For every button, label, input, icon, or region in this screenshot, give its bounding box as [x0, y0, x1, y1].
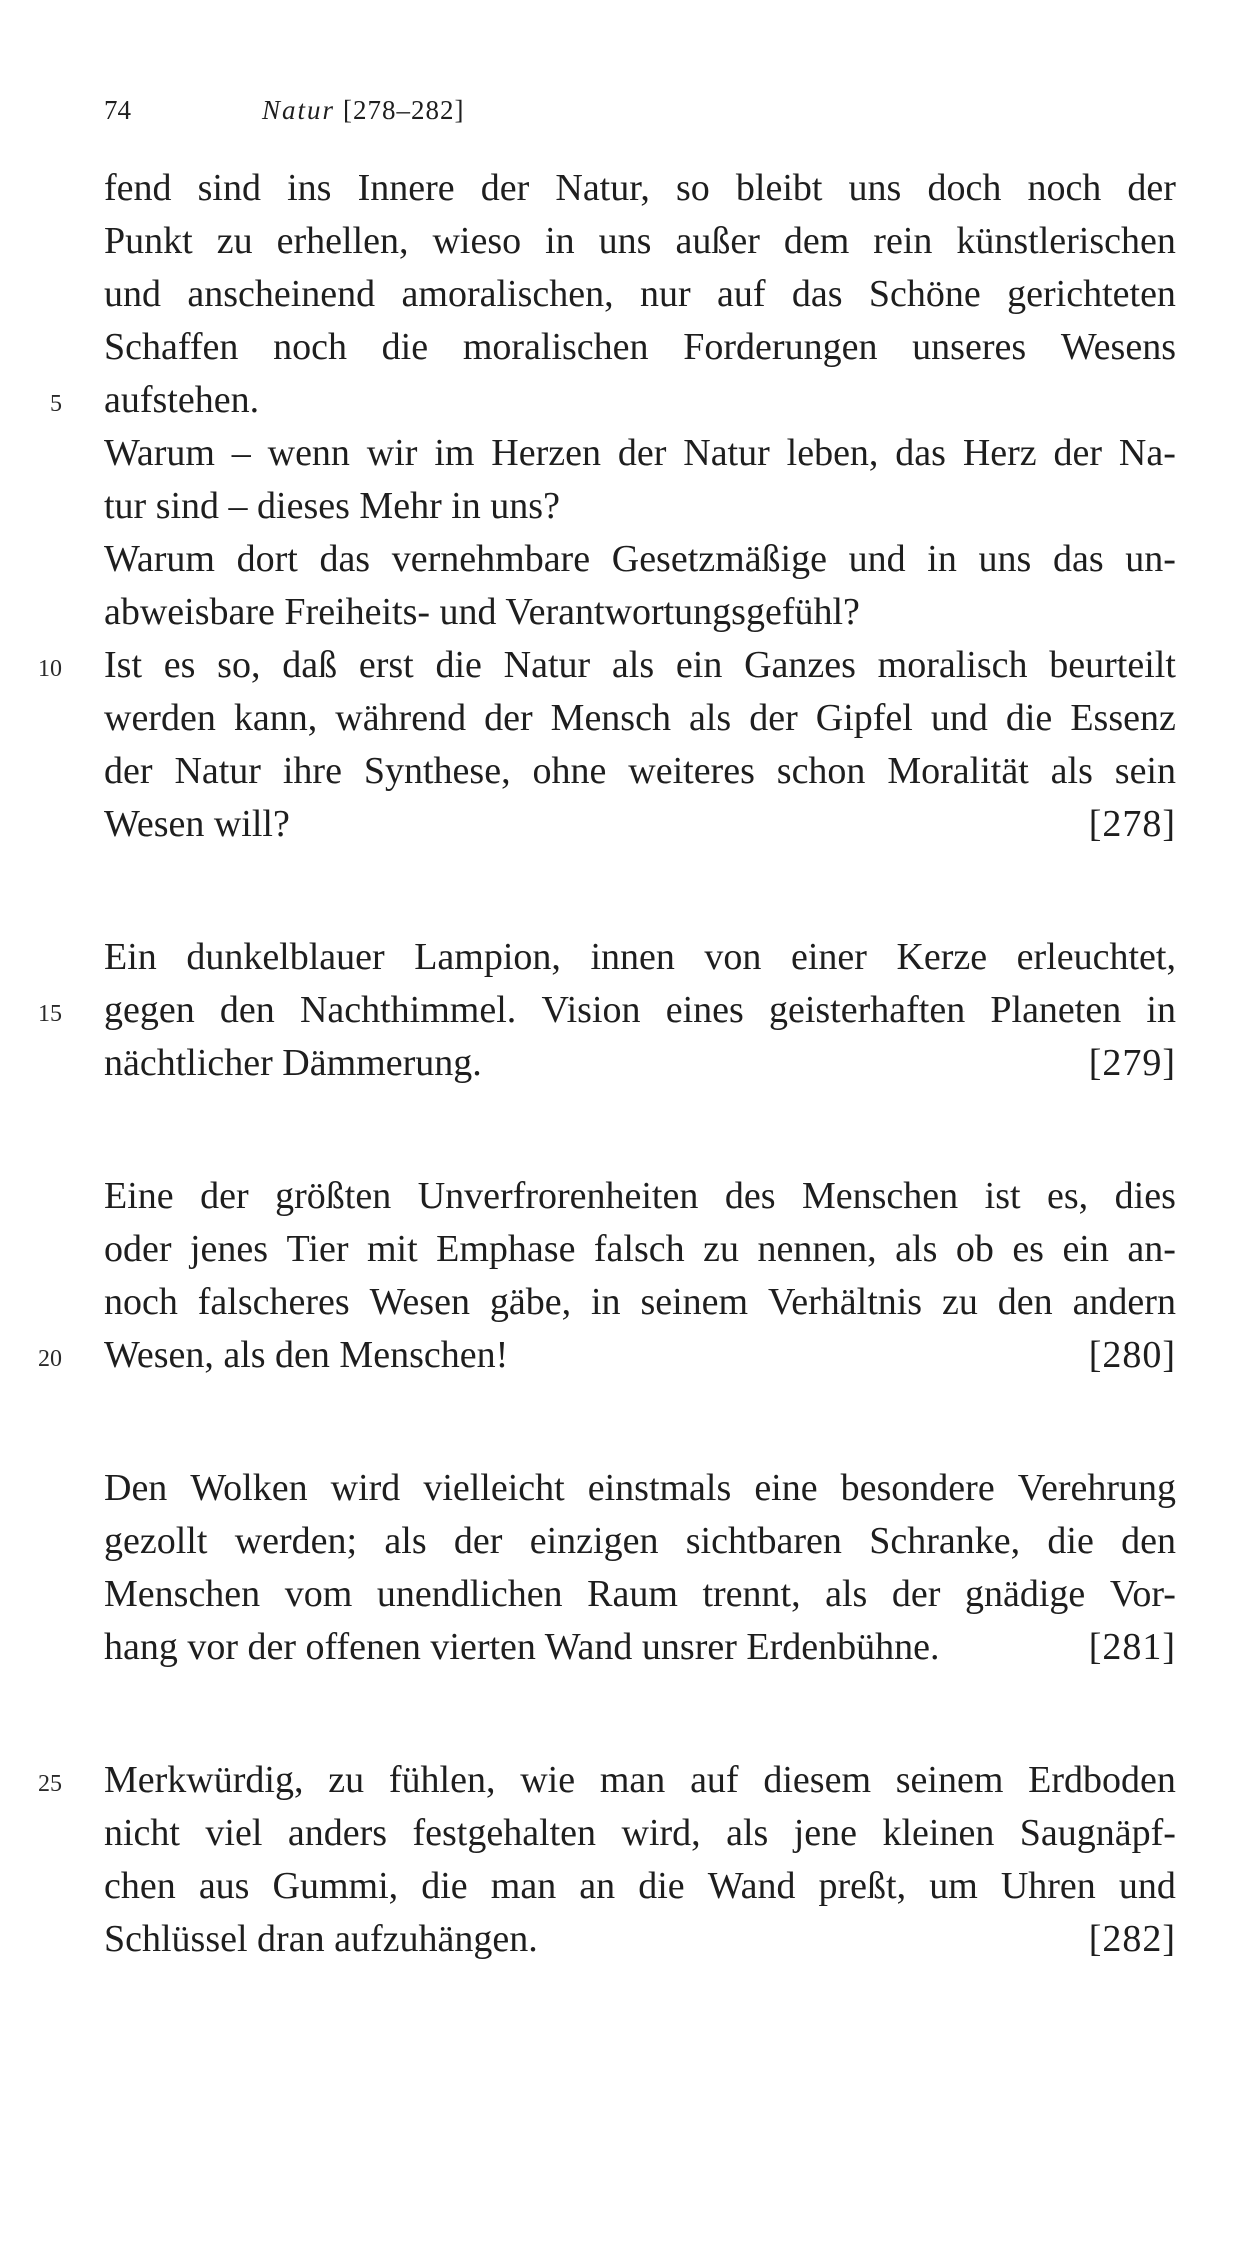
- entry-reference-number: [278]: [1088, 803, 1176, 845]
- word: Wesen: [369, 1281, 470, 1323]
- word: wird: [330, 1467, 401, 1509]
- word: zu: [942, 1281, 978, 1323]
- word: die: [381, 326, 429, 368]
- word: an-: [1127, 1228, 1176, 1270]
- word: Mensch: [550, 697, 671, 739]
- running-head-range: [278–282]: [343, 95, 465, 125]
- word: Forderungen: [683, 326, 878, 368]
- word: vom: [284, 1573, 353, 1615]
- word: Vision: [541, 989, 641, 1031]
- line-text: hang vor der offenen vierten Wand unsrer Erdenbühne.: [104, 1626, 940, 1668]
- text-line: [104, 321, 1176, 374]
- word: erhellen,: [276, 220, 409, 262]
- word: anscheinend: [187, 273, 376, 315]
- word: man: [490, 1865, 557, 1907]
- word: diesem: [763, 1759, 871, 1801]
- text-line: [104, 984, 1176, 1037]
- page-number: 74: [104, 95, 131, 125]
- line-text: abweisbare Freiheits- und Verantwortungsgefühl?: [104, 591, 860, 633]
- word: sichtbaren: [685, 1520, 842, 1562]
- word: viel: [205, 1812, 263, 1854]
- word: die: [435, 644, 482, 686]
- word: so: [675, 167, 710, 209]
- text-line: [104, 1170, 1176, 1223]
- word: unseres: [912, 326, 1027, 368]
- margin-line-number: 15: [38, 1001, 62, 1027]
- word: Warum: [104, 432, 215, 474]
- word: Lampion,: [414, 936, 561, 978]
- word: Kerze: [896, 936, 988, 978]
- word: ohne: [532, 750, 607, 792]
- word: als: [1050, 750, 1093, 792]
- word: moralischen: [462, 326, 649, 368]
- word: doch: [927, 167, 1002, 209]
- word: noch: [104, 1281, 178, 1323]
- word: ein: [1062, 1228, 1109, 1270]
- word: uns: [848, 167, 902, 209]
- word: ist: [984, 1175, 1021, 1217]
- word: Saugnäpf-: [1019, 1812, 1176, 1854]
- word: besondere: [840, 1467, 995, 1509]
- word: un-: [1125, 538, 1176, 580]
- word: sind: [197, 167, 261, 209]
- line-text: Wesen will?: [104, 803, 290, 845]
- word: Ist: [104, 644, 142, 686]
- word: gegen: [104, 989, 195, 1031]
- margin-line-number: 5: [50, 391, 62, 417]
- word: und: [848, 538, 906, 580]
- word: vernehmbare: [391, 538, 591, 580]
- word: vielleicht: [423, 1467, 565, 1509]
- word: in: [1146, 989, 1176, 1031]
- word: nennen,: [757, 1228, 877, 1270]
- word: in: [545, 220, 575, 262]
- word: geisterhaften: [768, 989, 966, 1031]
- entry-reference-number: [282]: [1088, 1918, 1176, 1960]
- text-line: [104, 1807, 1176, 1860]
- margin-line-number: 25: [38, 1771, 62, 1797]
- word: Erdboden: [1028, 1759, 1176, 1801]
- word: preßt,: [818, 1865, 907, 1907]
- text-line: [104, 1754, 1176, 1807]
- word: wieso: [432, 220, 522, 262]
- text-line: [104, 1276, 1176, 1329]
- word: Wesens: [1060, 326, 1176, 368]
- word: Schranke,: [869, 1520, 1021, 1562]
- word: schon: [776, 750, 866, 792]
- word: es,: [1047, 1175, 1089, 1217]
- word: Warum: [104, 538, 215, 580]
- word: der: [484, 697, 533, 739]
- text-line: [104, 931, 1176, 984]
- text-line: [104, 1913, 1176, 1966]
- word: fend: [104, 167, 172, 209]
- word: gerichteten: [1007, 273, 1176, 315]
- word: erst: [358, 644, 414, 686]
- word: an: [579, 1865, 616, 1907]
- word: rein: [873, 220, 933, 262]
- word: einer: [790, 936, 867, 978]
- word: Innere: [357, 167, 455, 209]
- word: jenes: [190, 1228, 269, 1270]
- word: das: [895, 432, 946, 474]
- word: es: [1012, 1228, 1044, 1270]
- word: ihre: [282, 750, 342, 792]
- word: der: [749, 697, 798, 739]
- word: auf: [717, 273, 766, 315]
- word: das: [1052, 538, 1104, 580]
- word: ob: [955, 1228, 994, 1270]
- word: der: [200, 1175, 249, 1217]
- text-line: [104, 1860, 1176, 1913]
- word: Moralität: [887, 750, 1029, 792]
- text-line: [104, 1515, 1176, 1568]
- word: nur: [639, 273, 691, 315]
- word: Gummi,: [272, 1865, 399, 1907]
- text-line: [104, 268, 1176, 321]
- word: Gesetzmäßige: [611, 538, 827, 580]
- word: man: [599, 1759, 666, 1801]
- word: größten: [275, 1175, 392, 1217]
- word: eine: [754, 1467, 818, 1509]
- word: das: [319, 538, 371, 580]
- word: Natur: [503, 644, 591, 686]
- text-line: [104, 1223, 1176, 1276]
- word: Punkt: [104, 220, 193, 262]
- text-line: [104, 215, 1176, 268]
- text-line: [104, 1462, 1176, 1515]
- word: während: [335, 697, 467, 739]
- word: amoralischen,: [401, 273, 614, 315]
- margin-line-number: 10: [38, 656, 62, 682]
- word: chen: [104, 1865, 176, 1907]
- word: Natur: [683, 432, 770, 474]
- word: das: [791, 273, 843, 315]
- word: kleinen: [882, 1812, 995, 1854]
- word: unendlichen: [376, 1573, 563, 1615]
- word: wird,: [621, 1812, 701, 1854]
- word: von: [704, 936, 762, 978]
- word: um: [929, 1865, 978, 1907]
- word: falsch: [593, 1228, 685, 1270]
- word: Uhren: [1000, 1865, 1096, 1907]
- word: in: [591, 1281, 621, 1323]
- word: die: [1047, 1520, 1094, 1562]
- word: wie: [520, 1759, 576, 1801]
- text-line: [104, 480, 1176, 533]
- word: die: [421, 1865, 468, 1907]
- word: es: [163, 644, 196, 686]
- text-line: [104, 533, 1176, 586]
- word: und: [1118, 1865, 1176, 1907]
- text-line: [104, 745, 1176, 798]
- word: sein: [1114, 750, 1176, 792]
- word: Raum: [587, 1573, 678, 1615]
- text-line: [104, 1037, 1176, 1090]
- word: uns: [978, 538, 1032, 580]
- word: kann,: [233, 697, 318, 739]
- word: als: [384, 1520, 427, 1562]
- word: Verhältnis: [768, 1281, 923, 1323]
- word: dies: [1114, 1175, 1176, 1217]
- word: wenn: [267, 432, 350, 474]
- word: Herzen: [491, 432, 601, 474]
- word: Vor-: [1109, 1573, 1176, 1615]
- text-line: [104, 162, 1176, 215]
- word: Tier: [286, 1228, 349, 1270]
- word: werden;: [234, 1520, 358, 1562]
- text-line: [104, 798, 1176, 851]
- word: Planeten: [990, 989, 1122, 1031]
- word: dem: [783, 220, 850, 262]
- entry-reference-number: [280]: [1088, 1334, 1176, 1376]
- word: noch: [273, 326, 347, 368]
- word: in: [927, 538, 957, 580]
- word: uns: [598, 220, 652, 262]
- text-line: [104, 639, 1176, 692]
- word: aus: [198, 1865, 250, 1907]
- word: außer: [675, 220, 760, 262]
- word: einstmals: [587, 1467, 732, 1509]
- word: Ganzes: [744, 644, 856, 686]
- word: beurteilt: [1049, 644, 1176, 686]
- word: auf: [690, 1759, 739, 1801]
- entry-reference-number: [279]: [1088, 1042, 1176, 1084]
- word: Na-: [1118, 432, 1176, 474]
- word: Verehrung: [1017, 1467, 1176, 1509]
- word: weiteres: [628, 750, 755, 792]
- word: leben,: [786, 432, 879, 474]
- word: noch: [1027, 167, 1102, 209]
- word: daß: [282, 644, 338, 686]
- text-line: [104, 374, 1176, 427]
- text-line: [104, 1329, 1176, 1382]
- word: oder: [104, 1228, 172, 1270]
- word: Schaffen: [104, 326, 239, 368]
- word: als: [895, 1228, 938, 1270]
- word: Emphase: [436, 1228, 576, 1270]
- word: Synthese,: [363, 750, 511, 792]
- word: der: [104, 750, 153, 792]
- word: der: [480, 167, 530, 209]
- word: mit: [366, 1228, 418, 1270]
- word: Wolken: [190, 1467, 308, 1509]
- word: einzigen: [529, 1520, 659, 1562]
- word: zu: [328, 1759, 365, 1801]
- line-text: Wesen, als den Menschen!: [104, 1334, 509, 1376]
- word: den: [219, 989, 275, 1031]
- word: moralisch: [877, 644, 1028, 686]
- word: gnädige: [964, 1573, 1086, 1615]
- running-head: [262, 92, 465, 128]
- word: nicht: [104, 1812, 180, 1854]
- word: den: [1121, 1520, 1176, 1562]
- word: den: [997, 1281, 1053, 1323]
- word: trennt,: [702, 1573, 801, 1615]
- word: ein: [675, 644, 723, 686]
- word: gäbe,: [489, 1281, 572, 1323]
- word: eines: [665, 989, 744, 1031]
- word: jene: [793, 1812, 858, 1854]
- margin-line-number: 20: [38, 1346, 62, 1372]
- word: Unverfrorenheiten: [417, 1175, 699, 1217]
- text-line: [104, 692, 1176, 745]
- word: der: [1127, 167, 1176, 209]
- word: bleibt: [735, 167, 823, 209]
- word: festgehalten: [412, 1812, 597, 1854]
- word: zu: [216, 220, 253, 262]
- word: der: [1053, 432, 1103, 474]
- word: –: [231, 432, 251, 474]
- word: zu: [703, 1228, 739, 1270]
- word: der: [453, 1520, 503, 1562]
- word: Menschen: [801, 1175, 959, 1217]
- word: Den: [104, 1467, 168, 1509]
- word: die: [638, 1865, 685, 1907]
- line-text: Schlüssel dran aufzuhängen.: [104, 1918, 538, 1960]
- word: Menschen: [104, 1573, 261, 1615]
- word: des: [724, 1175, 776, 1217]
- text-line: [104, 1568, 1176, 1621]
- line-text: tur sind – dieses Mehr in uns?: [104, 485, 560, 527]
- word: als: [825, 1573, 868, 1615]
- word: Natur: [174, 750, 261, 792]
- word: Eine: [104, 1175, 174, 1217]
- word: anders: [287, 1812, 388, 1854]
- line-text: nächtlicher Dämmerung.: [104, 1042, 482, 1084]
- word: Nachthimmel.: [299, 989, 517, 1031]
- word: innen: [590, 936, 675, 978]
- word: und: [104, 273, 161, 315]
- entry-reference-number: [281]: [1088, 1626, 1176, 1668]
- word: so,: [217, 644, 261, 686]
- word: im: [434, 432, 475, 474]
- word: Herz: [962, 432, 1037, 474]
- line-text: aufstehen.: [104, 379, 260, 421]
- word: werden: [104, 697, 216, 739]
- word: Merkwürdig,: [104, 1759, 304, 1801]
- word: ins: [287, 167, 332, 209]
- word: der: [617, 432, 667, 474]
- word: wir: [366, 432, 418, 474]
- word: Gipfel: [815, 697, 913, 739]
- word: Essenz: [1070, 697, 1176, 739]
- word: seinem: [895, 1759, 1004, 1801]
- word: erleuchtet,: [1016, 936, 1176, 978]
- word: dort: [236, 538, 298, 580]
- text-line: [104, 427, 1176, 480]
- text-line: [104, 586, 1176, 639]
- word: dunkelblauer: [186, 936, 385, 978]
- word: künstlerischen: [956, 220, 1176, 262]
- word: als: [611, 644, 655, 686]
- word: die: [1005, 697, 1053, 739]
- word: Natur,: [555, 167, 650, 209]
- word: als: [726, 1812, 769, 1854]
- word: Ein: [104, 936, 157, 978]
- word: falscheres: [197, 1281, 350, 1323]
- word: Wand: [707, 1865, 796, 1907]
- word: seinem: [640, 1281, 749, 1323]
- word: und: [930, 697, 988, 739]
- word: gezollt: [104, 1520, 208, 1562]
- running-head-title: Natur: [262, 95, 336, 125]
- word: fühlen,: [388, 1759, 496, 1801]
- word: der: [891, 1573, 941, 1615]
- word: als: [688, 697, 732, 739]
- text-line: [104, 1621, 1176, 1674]
- word: Schöne: [868, 273, 981, 315]
- word: andern: [1072, 1281, 1176, 1323]
